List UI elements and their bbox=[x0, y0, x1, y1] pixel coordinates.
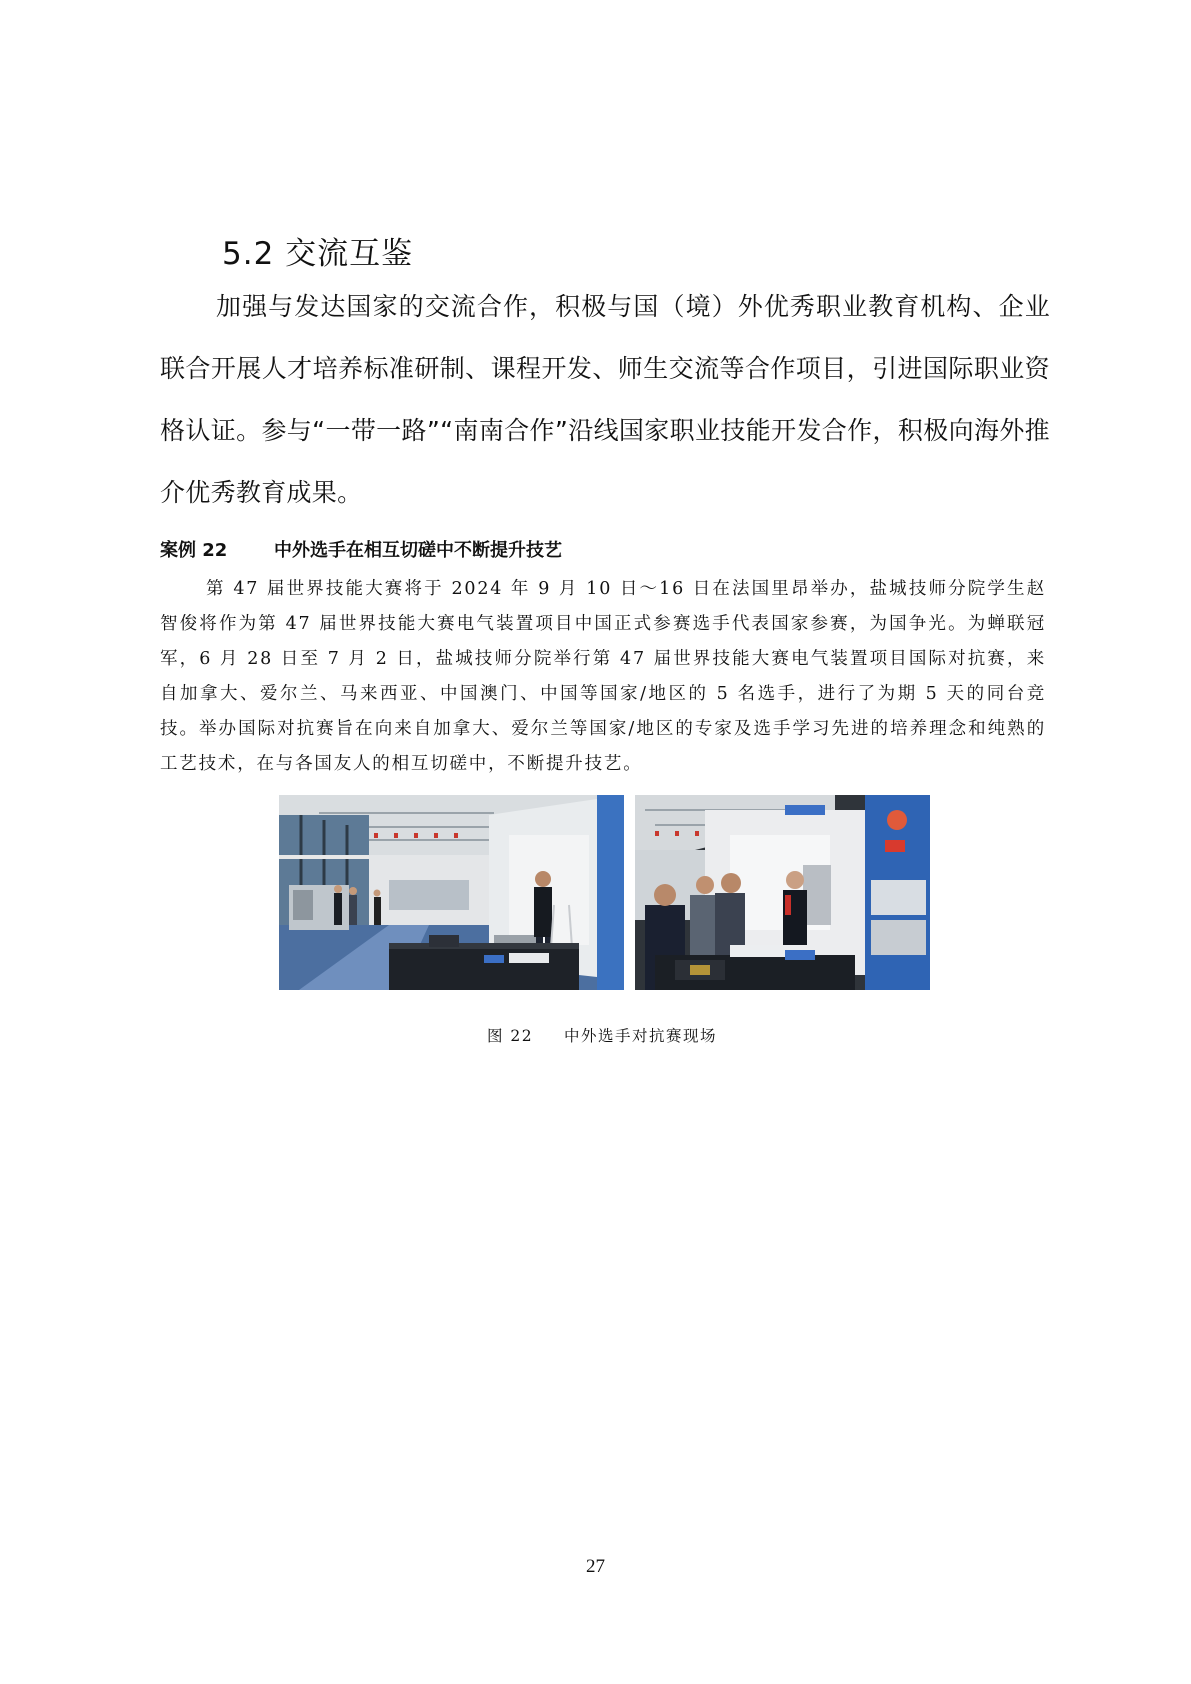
figure-caption-text: 中外选手对抗赛现场 bbox=[564, 1027, 718, 1045]
figure-number: 图 22 bbox=[487, 1027, 534, 1045]
competition-photo-right bbox=[635, 795, 930, 990]
case-paragraph: 第 47 届世界技能大赛将于 2024 年 9 月 10 日～16 日在法国里昂举办，盐城技师分院学生赵智俊将作为第 47 届世界技能大赛电气装置项目中国正式参赛选手代表国家参赛，为国争光。为蝉联冠军，6 月 28 日至 7 月 2 日，盐城技师分院举行第 47 届世界技能大赛电气装置项目国际对抗赛，来自加拿大、爱尔兰、马来西亚、中国澳门、中国等国家/地区的 5 名选手，进行了为期 5 天的同台竞技。举办国际对抗赛旨在向来自加拿大、爱尔兰等国家/地区的专家及选手学习先进的培养理念和纯熟的工艺技术，在与各国友人的相互切磋中，不断提升技艺。 bbox=[160, 579, 1046, 774]
case-title-row bbox=[160, 536, 562, 562]
section-paragraph: 加强与发达国家的交流合作，积极与国（境）外优秀职业教育机构、企业联合开展人才培养标准研制、课程开发、师生交流等合作项目，引进国际职业资格认证。参与“一带一路”“南南合作”沿线国家职业技能开发合作，积极向海外推介优秀教育成果。 bbox=[160, 292, 1050, 507]
page-number: 27 bbox=[586, 1556, 605, 1577]
section-heading: 5.2 交流互鉴 bbox=[222, 236, 414, 272]
figure-caption bbox=[487, 1024, 717, 1046]
case-title: 中外选手在相互切磋中不断提升技艺 bbox=[274, 540, 562, 561]
case-number: 案例 22 bbox=[160, 540, 228, 561]
competition-photo-left bbox=[279, 795, 624, 990]
